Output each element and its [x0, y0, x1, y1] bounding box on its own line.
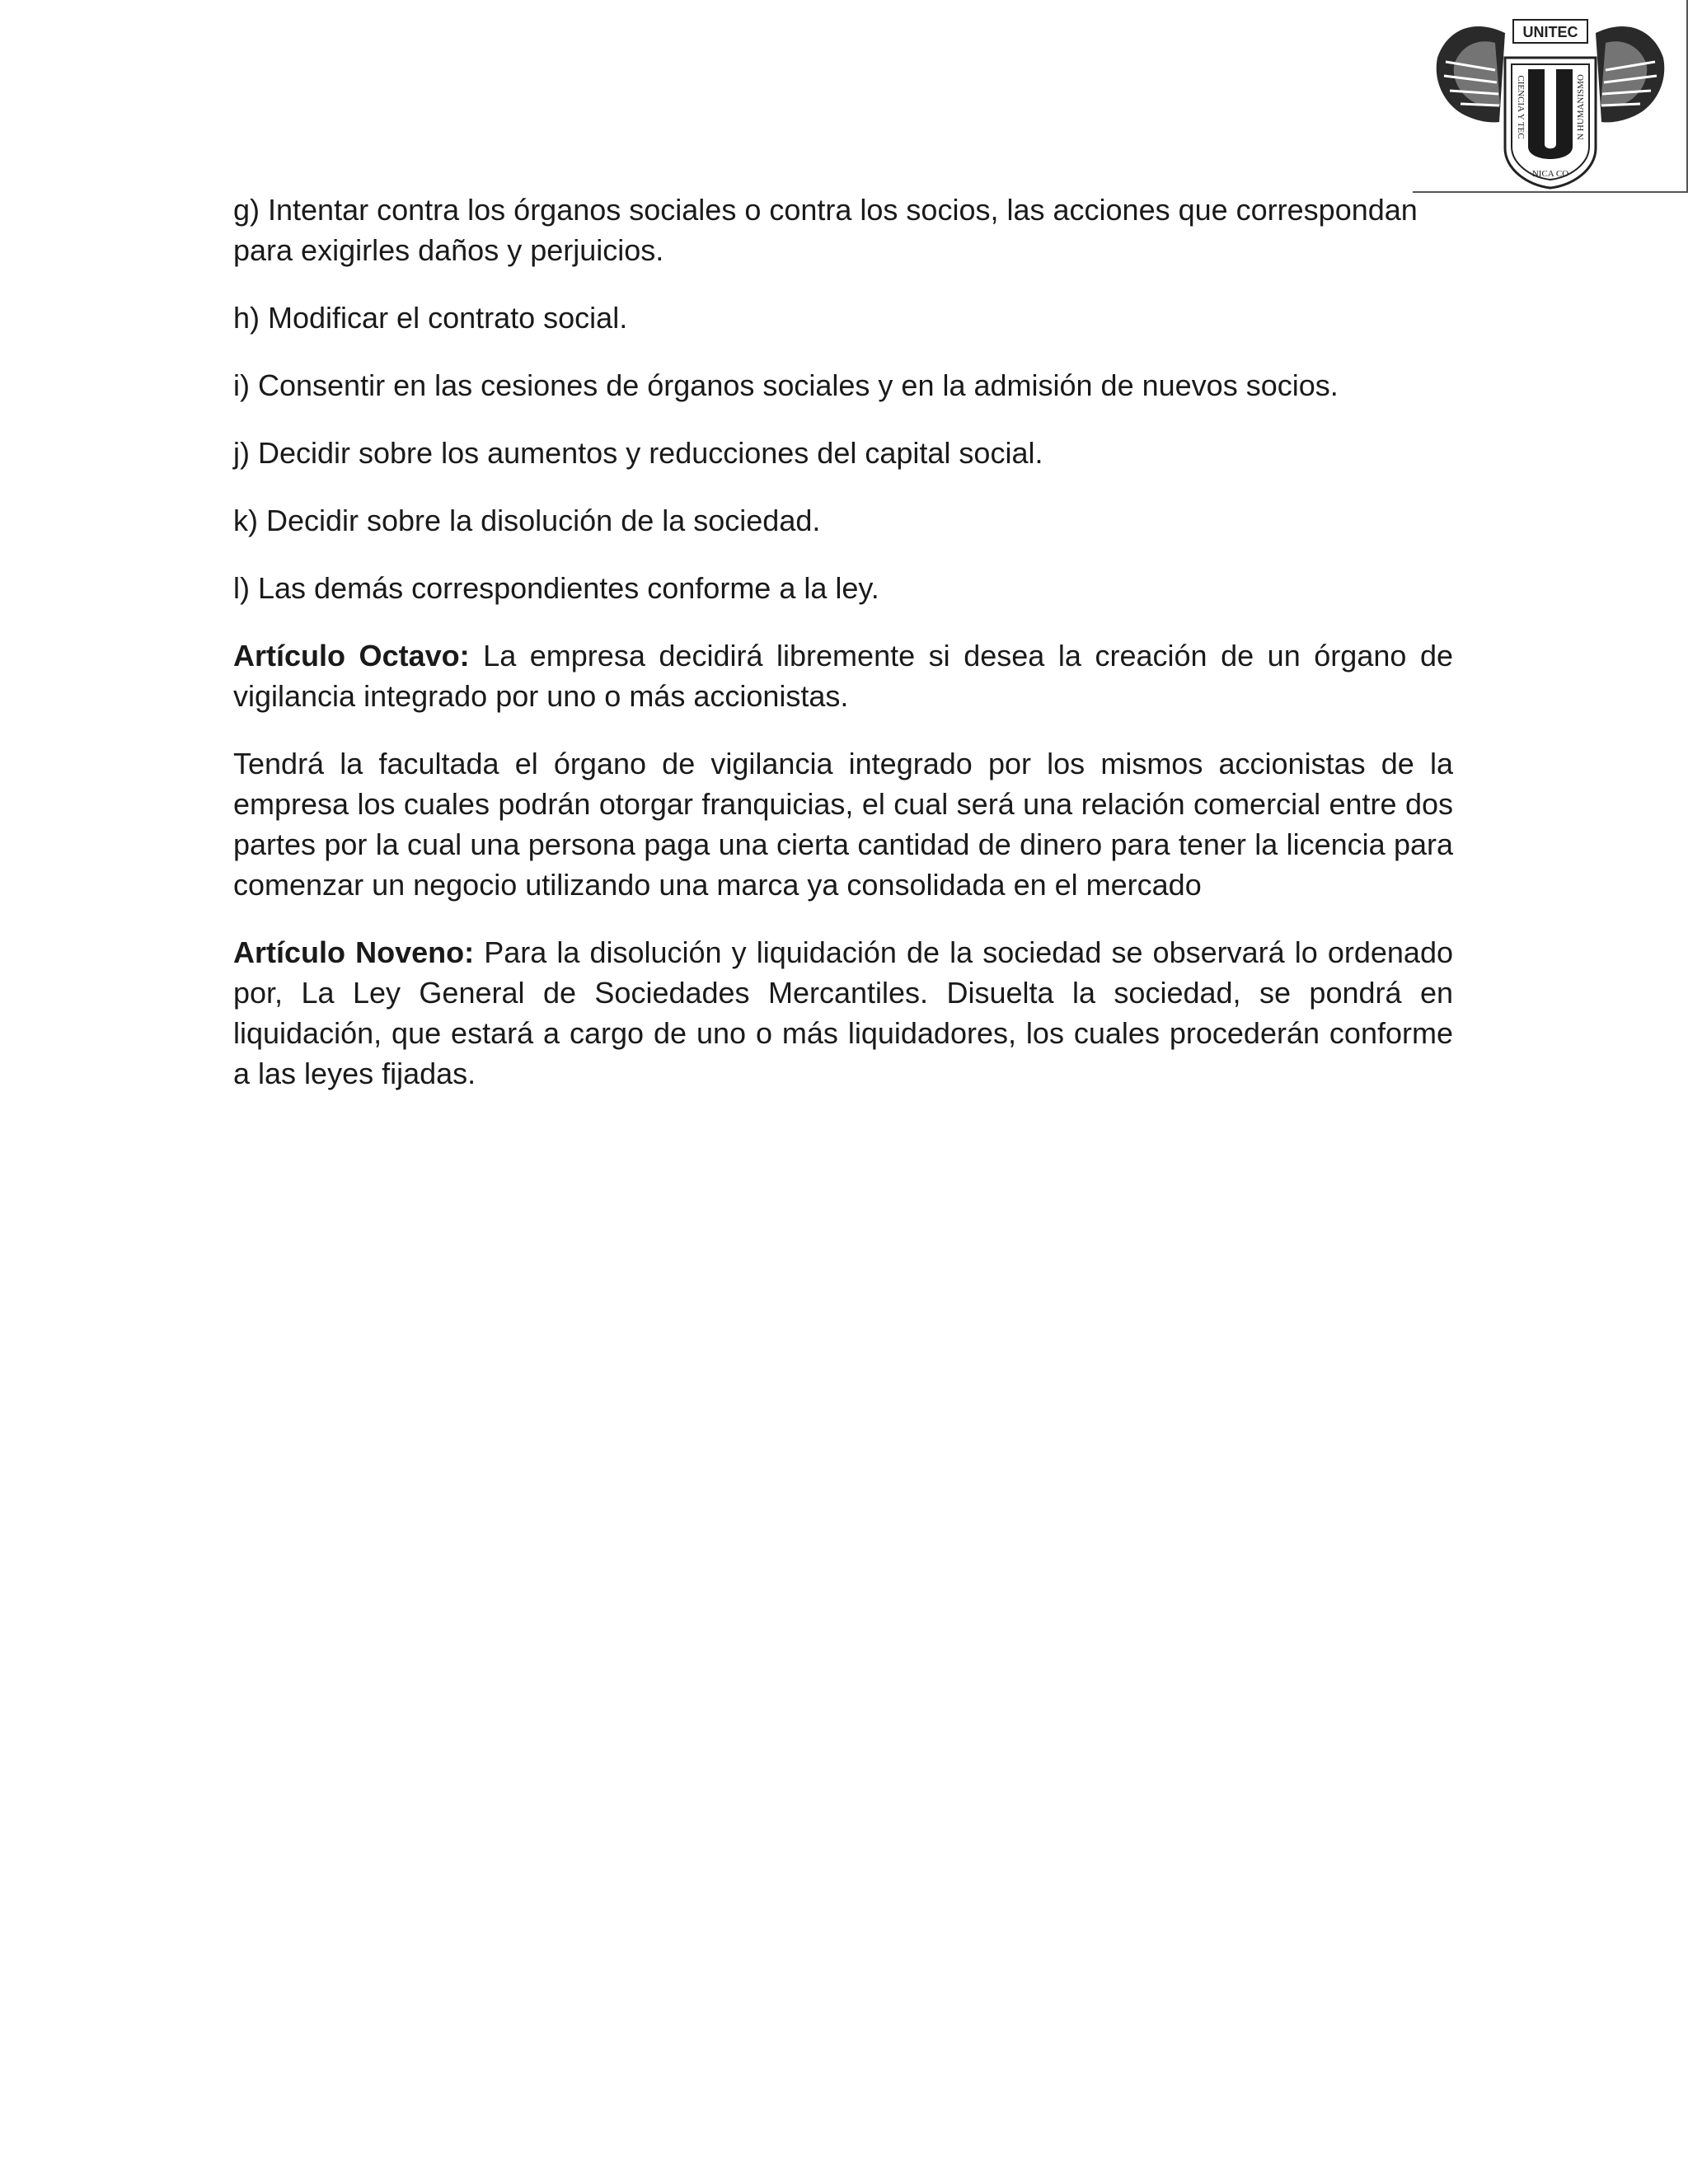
article-ninth: [233, 932, 1453, 1094]
list-item-h: h) Modificar el contrato social.: [233, 301, 628, 335]
list-item-l: l) Las demás correspondientes conforme a la ley.: [233, 571, 879, 605]
logo-motto-left: CIENCIA Y TEC: [1516, 75, 1526, 139]
article-ninth-heading: Artículo Noveno:: [233, 935, 475, 969]
article-eighth-text: La empresa decidirá libremente si desea la creación de un órgano de vigilancia integrado por uno o más accionistas.: [233, 639, 1453, 713]
article-eighth-heading: Artículo Octavo:: [233, 639, 470, 673]
list-item-g: g) Intentar contra los órganos sociales o contra los socios, las acciones que correspondan para exigirles daños y perjuicios.: [233, 193, 1418, 267]
unitec-logo: [1413, 0, 1688, 194]
logo-motto-bottom: NICA CO: [1531, 169, 1569, 179]
list-item-i: i) Consentir en las cesiones de órganos sociales y en la admisión de nuevos socios.: [233, 368, 1339, 402]
right-wing-icon: [1596, 26, 1664, 122]
article-eighth: [233, 635, 1453, 716]
logo-brand-text: UNITEC: [1522, 24, 1578, 40]
list-item-k: k) Decidir sobre la disolución de la sociedad.: [233, 504, 821, 537]
article-ninth-text: Para la disolución y liquidación de la sociedad se observará lo ordenado por, La Ley General de Sociedades Mercantiles. Disuelta la sociedad, se pondrá en liquidación, que estará a cargo de uno o más liquidadores, los cuales procederán conforme a las leyes fijadas.: [233, 935, 1453, 1090]
vigilance-paragraph: Tendrá la facultada el órgano de vigilancia integrado por los mismos accionistas de la empresa los cuales podrán otorgar franquicias, el cual será una relación comercial entre dos partes por la cual una persona paga una cierta cantidad de dinero para tener la licencia para comenzar un negocio utilizando una marca ya consolidada en el mercado: [233, 747, 1453, 902]
left-wing-icon: [1437, 26, 1505, 122]
document-body: [233, 190, 1453, 1121]
list-item-j: j) Decidir sobre los aumentos y reducciones del capital social.: [233, 436, 1043, 470]
logo-motto-right: N HUMANISMO: [1576, 74, 1586, 140]
